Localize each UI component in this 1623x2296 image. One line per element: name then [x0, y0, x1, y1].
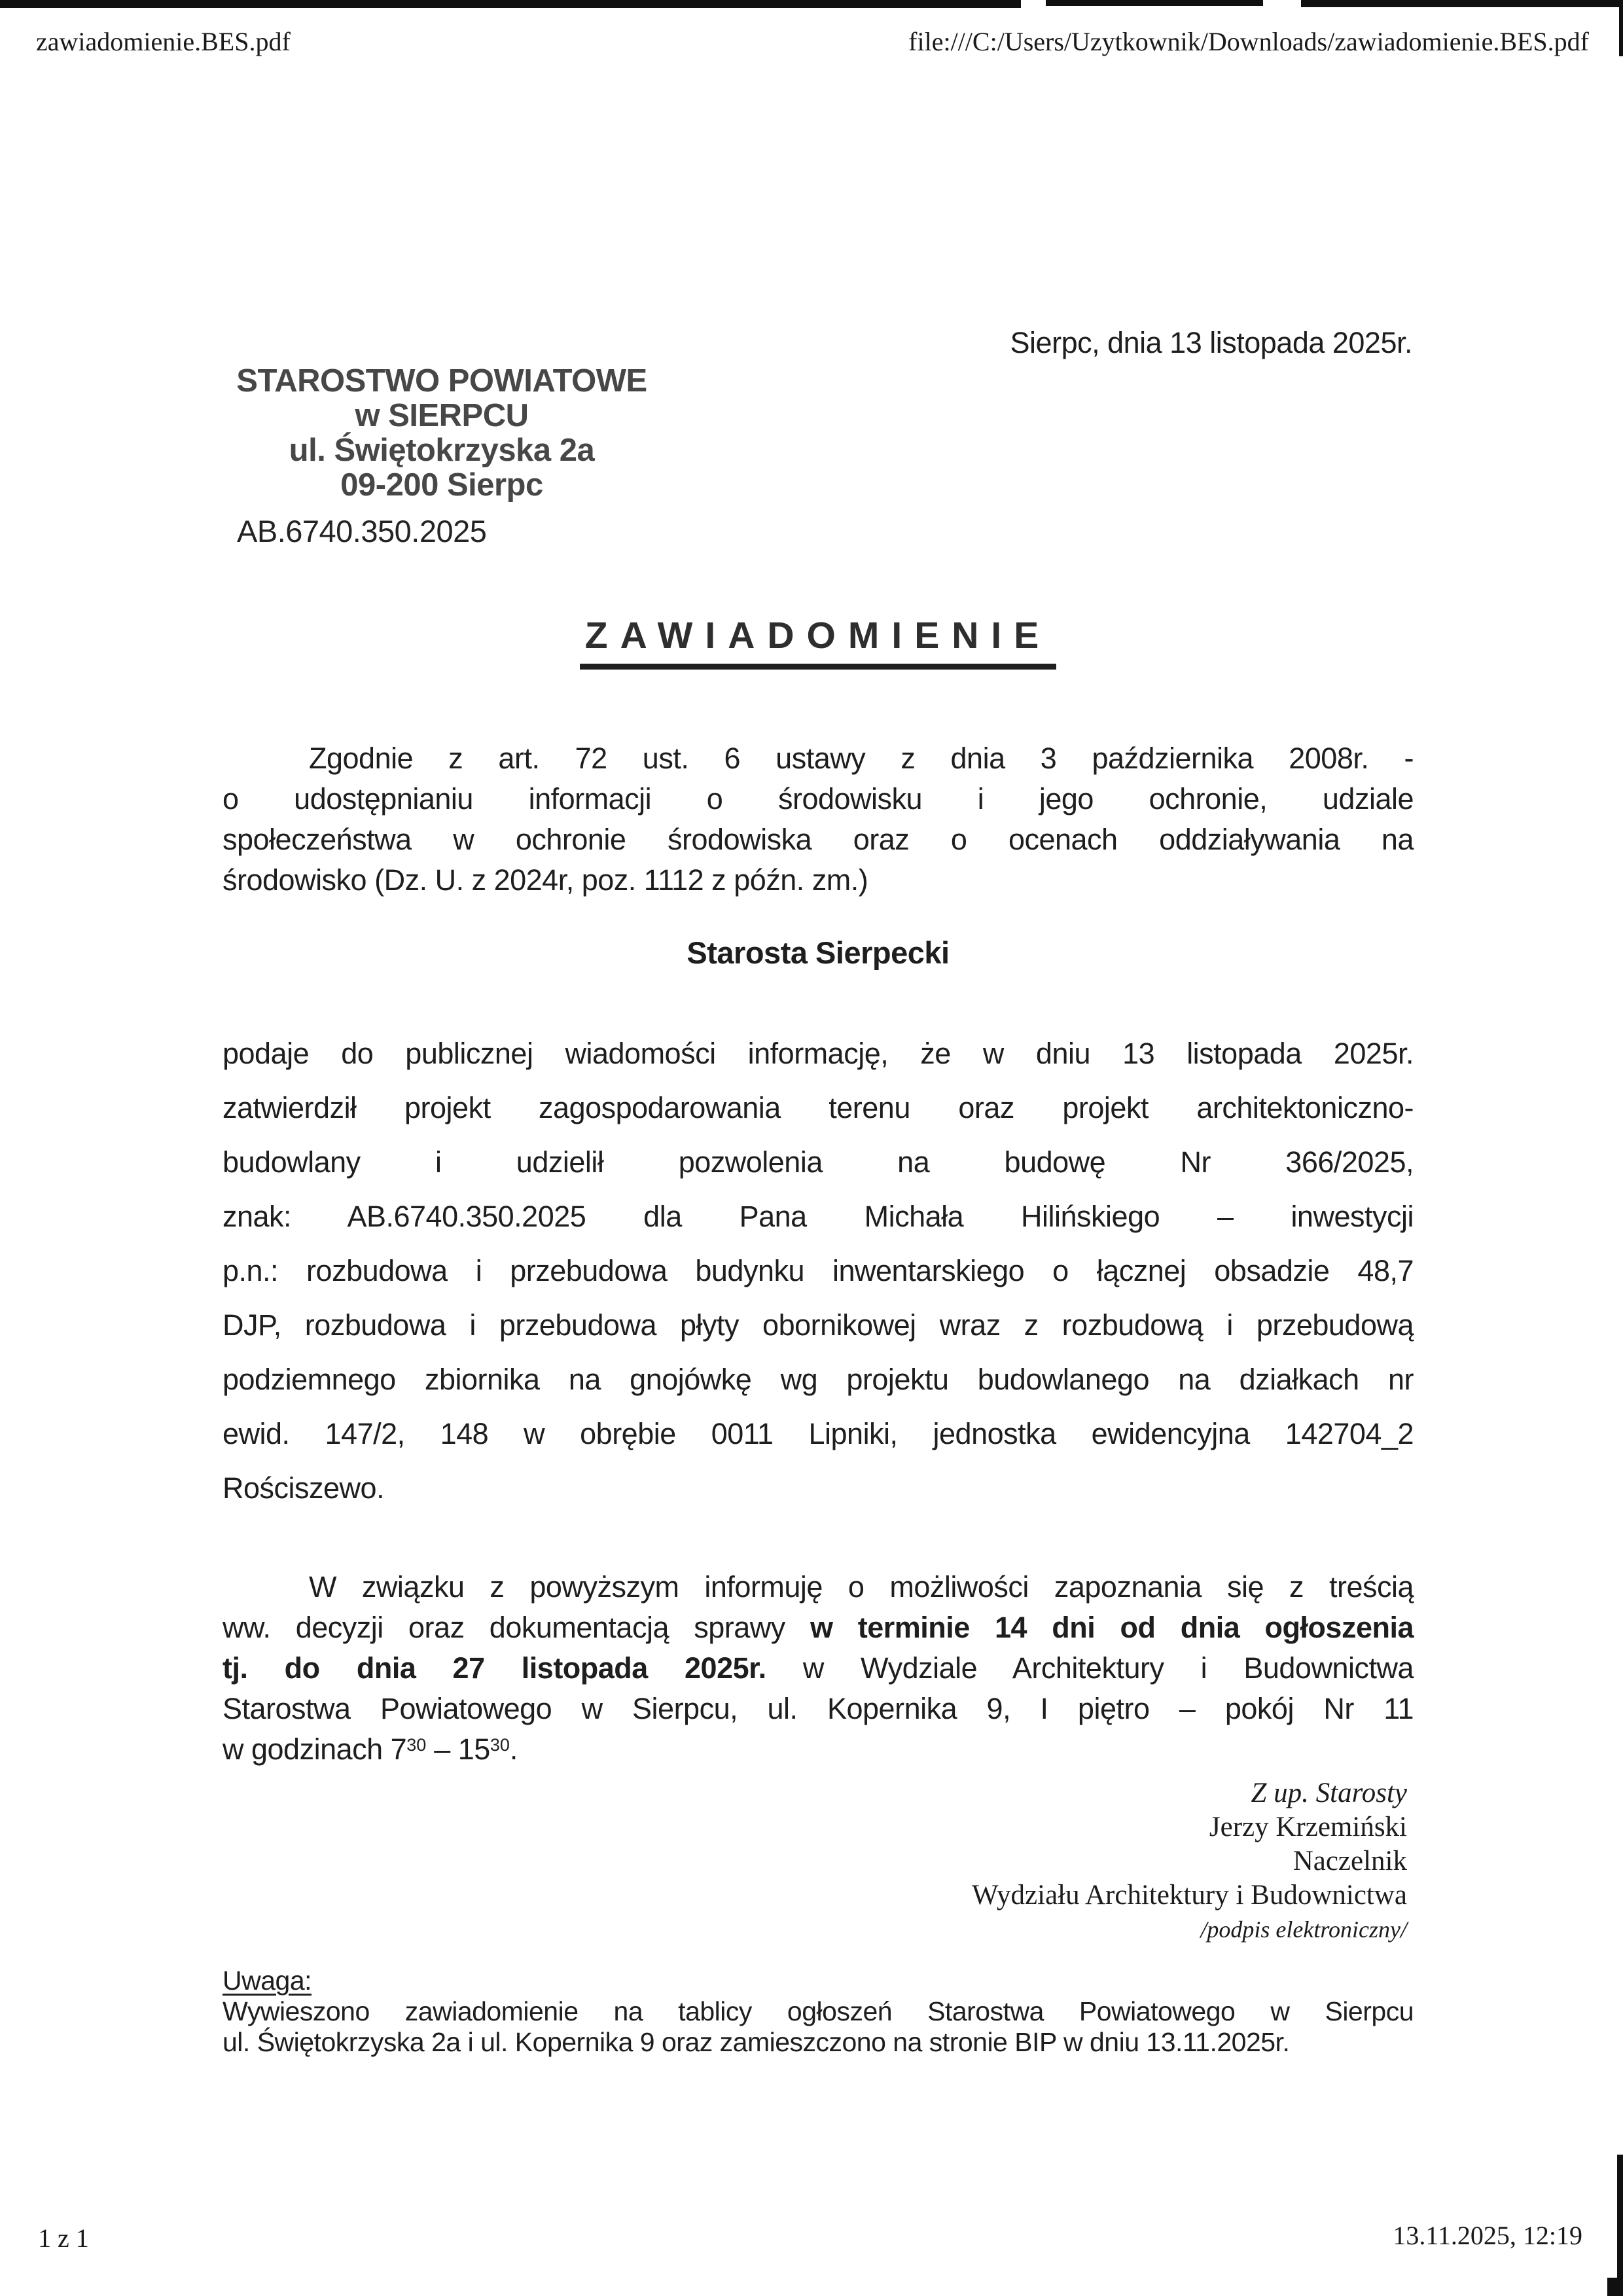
body-line: podaje do publicznej wiadomości informację, że w dniu 13 listopada 2025r.: [223, 1037, 1414, 1070]
case-number: AB.6740.350.2025: [237, 514, 487, 548]
office-hours-superscript: 30: [406, 1734, 427, 1755]
letterhead-stamp: [216, 364, 668, 503]
body-line: znak: AB.6740.350.2025 dla Pana Michała Hilińskiego – inwestycji: [223, 1200, 1414, 1233]
letterhead-line: ul. Świętokrzyska 2a: [289, 433, 595, 468]
body-line: budowlany i udzielił pozwolenia na budowę Nr 366/2025,: [223, 1145, 1414, 1179]
scan-artifact-corner: [1607, 2278, 1623, 2296]
body-text: ww. decyzji oraz dokumentacją sprawy: [223, 1611, 810, 1644]
note-line: Wywieszono zawiadomienie na tablicy ogłoszeń Starostwa Powiatowego w Sierpcu: [223, 1996, 1414, 2026]
body-line: podziemnego zbiornika na gnojówkę wg projektu budowlanego na działkach nr: [223, 1363, 1414, 1396]
body-line: o udostępnianiu informacji o środowisku i jego ochronie, udziale: [223, 782, 1414, 816]
paragraph-information: [223, 1567, 1414, 1774]
scan-artifact-right-edge: [1617, 2155, 1623, 2296]
print-header-filename: zawiadomienie.BES.pdf: [36, 27, 291, 56]
body-line: [223, 1607, 1414, 1648]
body-line: środowisko (Dz. U. z 2024r, poz. 1112 z późn. zm.): [223, 863, 868, 897]
print-footer-page-number: 1 z 1: [38, 2223, 89, 2253]
scan-artifact-top-bar: [1046, 0, 1263, 6]
subject-line: Starosta Sierpecki: [687, 935, 950, 970]
body-line: [223, 1648, 1414, 1689]
body-line: p.n.: rozbudowa i przebudowa budynku inwentarskiego o łącznej obsadzie 48,7: [223, 1254, 1414, 1287]
signature-authority: Z up. Starosty: [1251, 1778, 1407, 1808]
office-hours-superscript: 30: [490, 1734, 510, 1755]
date-line: Sierpc, dnia 13 listopada 2025r.: [1010, 326, 1412, 359]
print-footer-datetime: 13.11.2025, 12:19: [1393, 2221, 1582, 2250]
electronic-signature-note: /podpis elektroniczny/: [1200, 1916, 1407, 1943]
scan-artifact-right-edge: [1619, 0, 1623, 56]
document-title: ZAWIADOMIENIE: [580, 614, 1057, 670]
body-text-bold: tj. do dnia 27 listopada 2025r.: [223, 1651, 766, 1685]
note-label: Uwaga:: [223, 1965, 312, 1996]
body-line: [223, 1729, 1414, 1774]
document-title-wrap: [223, 614, 1414, 670]
body-text: – 15: [426, 1732, 490, 1766]
body-text: .: [509, 1732, 518, 1766]
scan-artifact-top-bar: [1301, 0, 1623, 7]
body-line: Starostwa Powiatowego w Sierpcu, ul. Kopernika 9, I piętro – pokój Nr 11: [223, 1692, 1414, 1725]
body-line: ewid. 147/2, 148 w obrębie 0011 Lipniki, jednostka ewidencyjna 142704_2: [223, 1417, 1414, 1450]
letterhead-line: 09-200 Sierpc: [340, 467, 543, 503]
body-text-bold: w terminie 14 dni od dnia ogłoszenia: [810, 1611, 1414, 1644]
paragraph-decision: [223, 1026, 1414, 1515]
body-line: społeczeństwa w ochronie środowiska oraz o ocenach oddziaływania na: [223, 823, 1414, 856]
body-line: DJP, rozbudowa i przebudowa płyty obornikowej wraz z rozbudową i przebudową: [223, 1308, 1414, 1342]
body-text: w godzinach 7: [223, 1732, 407, 1766]
signature-name: Jerzy Krzemiński: [1209, 1812, 1407, 1842]
note-block: [223, 1965, 1414, 2058]
signature-department: Wydziału Architektury i Budownictwa: [972, 1880, 1407, 1910]
body-line: Zgodnie z art. 72 ust. 6 ustawy z dnia 3 października 2008r. -: [309, 742, 1414, 775]
letterhead-line: STAROSTWO POWIATOWE: [236, 363, 647, 399]
body-line: Rościszewo.: [223, 1471, 385, 1505]
paragraph-legal-basis: [223, 738, 1414, 901]
print-header-url: file:///C:/Users/Uzytkownik/Downloads/zawiadomienie.BES.pdf: [908, 27, 1589, 56]
signature-position: Naczelnik: [1293, 1846, 1407, 1876]
letterhead-line: w SIERPCU: [355, 398, 529, 433]
note-line: ul. Świętokrzyska 2a i ul. Kopernika 9 oraz zamieszczono na stronie BIP w dniu 13.11.2025r.: [223, 2027, 1290, 2057]
body-text: w Wydziale Architektury i Budownictwa: [766, 1651, 1414, 1685]
scan-artifact-top-bar: [0, 0, 1021, 8]
signature-block: [972, 1776, 1407, 1946]
body-line: zatwierdził projekt zagospodarowania terenu oraz projekt architektoniczno-: [223, 1091, 1414, 1124]
body-line: W związku z powyższym informuję o możliwości zapoznania się z treścią: [309, 1570, 1414, 1604]
